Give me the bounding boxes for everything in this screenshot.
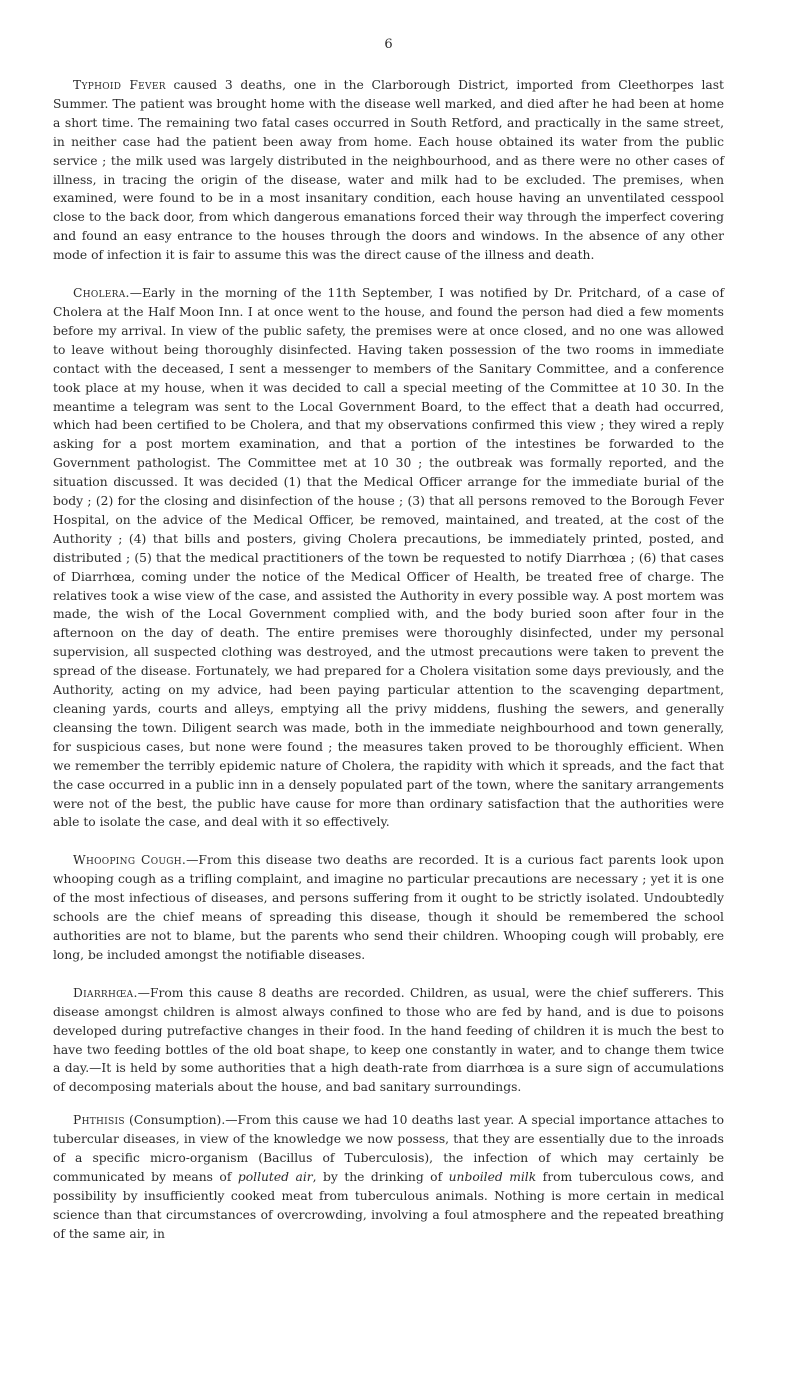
emphasis-unboiled-milk: unboiled milk — [448, 1169, 537, 1184]
section-heading-cholera: Cholera. — [73, 286, 130, 301]
paragraph-whooping-cough — [53, 851, 724, 964]
paragraph-text: —From this disease two deaths are recorded. It is a curious fact parents look upon whooping cough as a trifling complaint, and imagine no particular precautions are necessary ; yet it is one of the most infectious of diseases, and persons suffering from it ought to be strictly isolated. Undoubtedly schools are the chief means of spreading this disease, though it should be remembered the school authorities are not to blame, but the parents who send their children. Whooping cough will probably, ere long, be included amongst the notifiable diseases. — [53, 853, 724, 962]
emphasis-polluted-air: polluted air — [237, 1169, 313, 1184]
paragraph-text: caused 3 deaths, one in the Clarborough District, imported from Cleethorpes last Summer. The patient was brought home with the disease well marked, and died after he had been at home a short time. The remaining two fatal cases occurred in South Retford, and practically in the same street, in neither case had the patient been away from home. Each house obtained its water from the public service ; the milk used was largely distributed in the neighbourhood, and as there were no other cases of illness, in tracing the origin of the disease, water and milk had to be excluded. The premises, when examined, were found to be in a most insanitary condition, each house having an unventilated cesspool close to the back door, from which dangerous emanations forced their way through the imperfect covering and found an easy entrance to the houses through the doors and windows. In the absence of any other mode of infection it is fair to assume this was the direct cause of the illness and death. — [53, 78, 724, 263]
page-number: 6 — [384, 37, 393, 52]
section-heading-typhoid-fever: Typhoid Fever — [73, 78, 166, 92]
paragraph-text: —Early in the morning of the 11th September, I was notified by Dr. Pritchard, of a case of Cholera at the Half Moon Inn. I at once went to the house, and found the person had died a few moments before my arrival. In view of the public safety, the premises were at once closed, and no one was allowed to leave without being thoroughly disinfected. Having taken possession of the two rooms in immediate contact with the deceased, I sent a messenger to members of the Sanitary Committee, and a conference took place at my house, when it was decided to call a special meeting of the Committee at 10 30. In the meantime a telegram was sent to the Local Government Board, to the effect that a death had occurred, which had been certified to be Cholera, and that my observations confirmed this view ; they wired a reply asking for a post mortem examination, and that a portion of the intestines be forwarded to the Government pathologist. The Committee met at 10 30 ; the outbreak was formally reported, and the situation discussed. It was decided (1) that the Medical Officer arrange for the immediate burial of the body ; (2) for the closing and disinfection of the house ; (3) that all persons removed to the Borough Fever Hospital, on the advice of the Medical Officer, be removed, maintained, and treated, at the cost of the Authority ; (4) that bills and posters, giving Cholera precautions, be immediately printed, posted, and distributed ; (5) that the medical practitioners of the town be requested to notify Diarrhœa ; (6) that cases of Diarrhœa, coming under the notice of the Medical Officer of Health, be treated free of charge. The relatives took a wise view of the case, and assisted the Authority in every possible way. A post mortem was made, the wish of the Local Government complied with, and the body buried soon after four in the afternoon on the day of death. The entire premises were thoroughly disinfected, under my personal supervision, all suspected clothing was destroyed, and the utmost precautions were taken to prevent the spread of the disease. Fortunately, we had prepared for a Cholera visitation some days previously, and the Authority, acting on my advice, had been paying particular attention to the scavenging department, cleaning yards, courts and alleys, emptying all the privy middens, flushing the sewers, and generally cleansing the town. Diligent search was made, both in the immediate neighbourhood and town generally, for suspicious cases, but none were found ; the measures taken proved to be thoroughly efficient. When we remember the terribly epidemic nature of Cholera, the rapidity with which it spreads, and the fact that the case occurred in a public inn in a densely populated part of the town, where the sanitary arrangements were not of the best, the public have cause for more than ordinary satisfaction that the authorities were able to isolate the case, and deal with it so effectively. — [53, 286, 724, 830]
section-heading-whooping-cough: Whooping Cough. — [73, 853, 187, 868]
paragraph-text: from tuberculous cows, and possibility by insufficiently cooked meat from tuberculous animals. Nothing is more certain in medical science than that circumstances of overcrowding, involving a foul atmosphere and the repeated breathing of the same air, in — [53, 1169, 725, 1241]
paragraph-text: (Consumption).—From this cause we had 10 deaths last year. A special importance attaches to tubercular diseases, in view of the knowledge we now possess, that they are essentially due to the inroads of a specific micro-organism (Bacillus of Tuberculosis), the infection of which may certainly be communicated by means of — [53, 1113, 724, 1184]
paragraph-diarrhoea — [53, 984, 724, 1097]
paragraph-cholera — [53, 284, 724, 832]
paragraph-text: —From this cause 8 deaths are recorded. Children, as usual, were the chief sufferers. This disease amongst children is almost always confined to those who are fed by hand, and is due to poisons developed during putrefactive changes in their food. In the hand feeding of children it is much the best to have two feeding bottles of the old boat shape, to keep one constantly in water, and to change them twice a day.—It is held by some authorities that a high death-rate from diarrhœa is a sure sign of accumulations of decomposing materials about the house, and bad sanitary surroundings. — [53, 985, 724, 1095]
paragraph-text: , by the drinking of — [312, 1169, 449, 1184]
paragraph-typhoid-fever — [53, 76, 724, 265]
section-heading-phthisis: Phthisis — [73, 1113, 125, 1128]
paragraph-phthisis — [53, 1111, 724, 1243]
section-heading-diarrhoea: Diarrhœa. — [73, 985, 138, 1000]
